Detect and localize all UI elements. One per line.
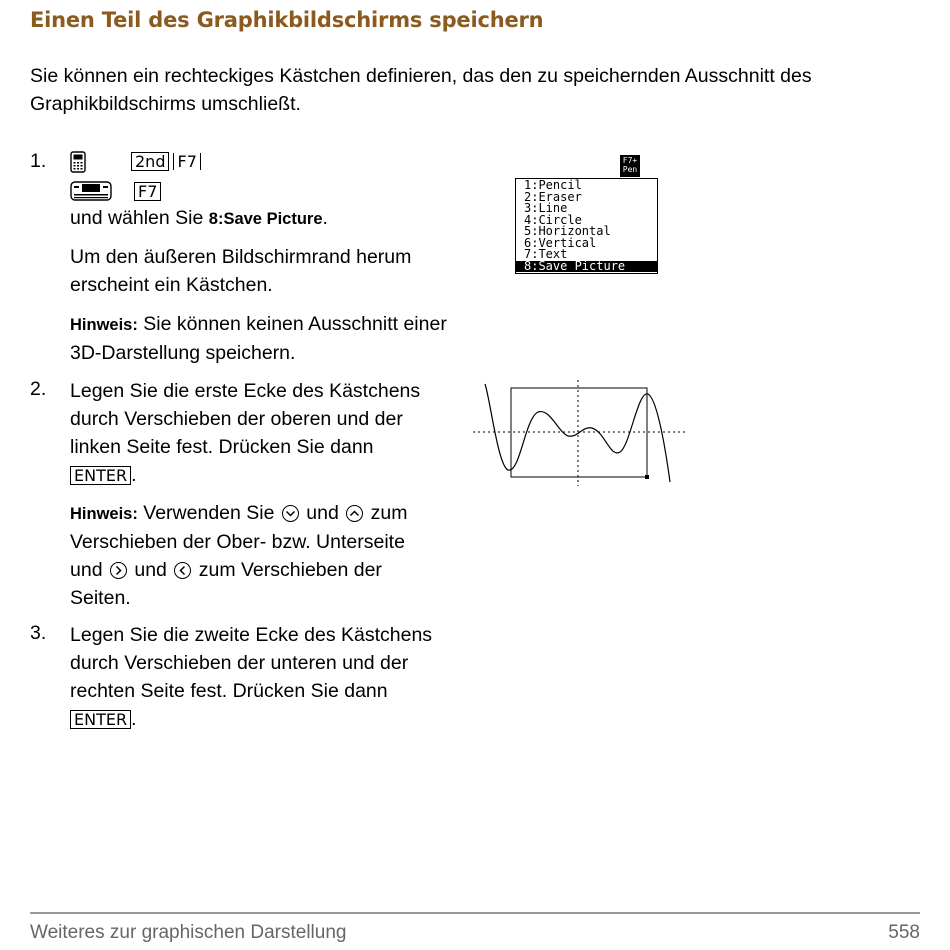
intro-paragraph: Sie können ein rechteckiges Kästchen definieren, das den zu speichernden Ausschnitt des Graphikbildschirms umschließt. [30, 65, 812, 115]
key-f7-voyage: F7 [134, 182, 161, 201]
ti89-calculator-icon [70, 151, 86, 178]
arrow-down-icon [282, 505, 299, 522]
pen-menu [515, 178, 658, 274]
page-title: Einen Teil des Graphikbildschirms speichern [30, 8, 544, 32]
function-curve [485, 384, 670, 482]
menu-item[interactable]: 4:Circle [524, 212, 582, 227]
menu-item[interactable]: 5:Horizontal [524, 224, 611, 238]
menu-item[interactable]: 1:Pencil [524, 178, 582, 192]
menu-item[interactable]: 7:Text [524, 247, 568, 261]
graph-screen [470, 378, 690, 490]
step-1-note: Hinweis: Sie können keinen Ausschnitt einer 3D-Darstellung speichern. [70, 313, 447, 364]
arrow-right-icon [110, 562, 127, 579]
step-1-text: und wählen Sie 8:Save Picture. [70, 207, 328, 229]
step-3-text: Legen Sie die zweite Ecke des Kästchens durch Verschieben der unteren und der rechten Seite fest. Drücken Sie dann ENTER . [70, 624, 433, 730]
footer-divider [30, 912, 920, 914]
step-2-number: 2. [30, 378, 47, 400]
step-1-para: Um den äußeren Bildschirmrand herum erscheint ein Kästchen. [70, 246, 412, 296]
step-2-text: Legen Sie die erste Ecke des Kästchens durch Verschieben der oberen und der linken Seite fest. Drücken Sie dann ENTER . [70, 380, 421, 486]
step-3-number: 3. [30, 622, 47, 644]
page-number: 558 [888, 922, 920, 943]
voyage200-calculator-icon [70, 181, 112, 206]
menu-item-selected[interactable]: 8:Save Picture [516, 261, 657, 273]
menu-item[interactable]: 6:Vertical [524, 235, 597, 250]
menu-item[interactable]: 3:Line [524, 201, 568, 215]
key-f7: F7 [173, 153, 200, 170]
step-1-number: 1. [30, 150, 47, 172]
step-2-note: Hinweis: Verwenden Sie und zum Verschieben der Ober- bzw. Unterseite und und zum Verschieben der Seiten. [70, 502, 408, 609]
selection-cursor [645, 475, 649, 479]
pen-toolbar-tab: F7+ Pen [620, 155, 640, 177]
arrow-left-icon [174, 562, 191, 579]
arrow-up-icon [346, 505, 363, 522]
footer-chapter: Weiteres zur graphischen Darstellung [30, 922, 347, 943]
key-2nd: 2nd [131, 152, 169, 171]
menu-item[interactable]: 2:Eraser [524, 189, 582, 204]
